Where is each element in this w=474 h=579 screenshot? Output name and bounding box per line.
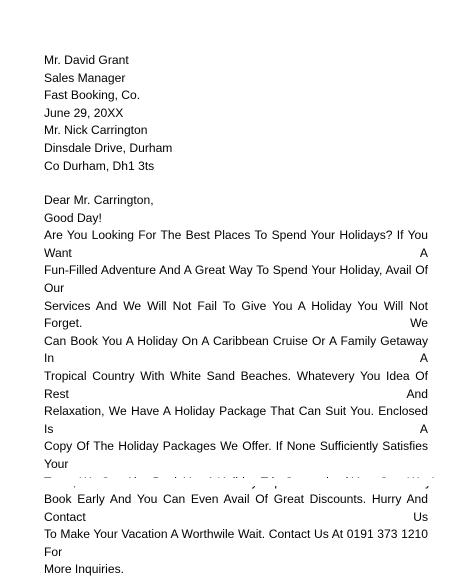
address-block xyxy=(44,52,172,175)
paragraph-line: Copy Of The Holiday Packages We Offer. If None Sufficiently Satisfies Your xyxy=(44,439,428,471)
paragraph-line: Can Book You A Holiday On A Caribbean Cruise Or A Family Getaway In A xyxy=(44,333,428,366)
letter-body xyxy=(44,192,428,579)
sender-name: Mr. David Grant xyxy=(44,53,129,67)
paragraph-line: Tropical Country With White Sand Beaches. Whatevery You Idea Of Rest And xyxy=(44,368,428,401)
paragraph-line: Services And We Will Not Fail To Give You A Holiday You Will Not Forget. We xyxy=(44,298,428,331)
recipient-street: Dinsdale Drive, Durham xyxy=(44,140,173,155)
paragraph-line: Are You Looking For The Best Places To Spend Your Holidays? If You Want A xyxy=(44,228,428,260)
greeting: Good Day! xyxy=(44,210,102,225)
letter-date: June 29, 20XX xyxy=(44,105,124,120)
sender-company: Fast Booking, Co. xyxy=(44,88,141,103)
page-bottom-edge xyxy=(0,478,474,486)
recipient-city: Co Durham, Dh1 3ts xyxy=(44,158,155,173)
salutation: Dear Mr. Carrington, xyxy=(44,193,154,207)
sender-title: Sales Manager xyxy=(44,70,126,85)
paragraph-1 xyxy=(44,227,428,491)
paragraph-line: Fun-Filled Adventure And A Great Way To Spend Your Holiday, Avail Of Our xyxy=(44,263,428,295)
recipient-name: Mr. Nick Carrington xyxy=(44,123,148,138)
paragraph-line: Relaxation, We Have A Holiday Package That Can Suit You. Enclosed Is A xyxy=(44,404,428,436)
paragraph-line: More Inquiries. xyxy=(44,562,124,577)
paragraph-line: To Make Your Vacation A Worthwile Wait. Contact Us At 0191 373 1210 For xyxy=(44,527,428,559)
paragraph-2 xyxy=(44,491,428,579)
paragraph-line: Book Early And You Can Even Avail Of Great Discounts. Hurry And Contact Us xyxy=(44,492,428,524)
